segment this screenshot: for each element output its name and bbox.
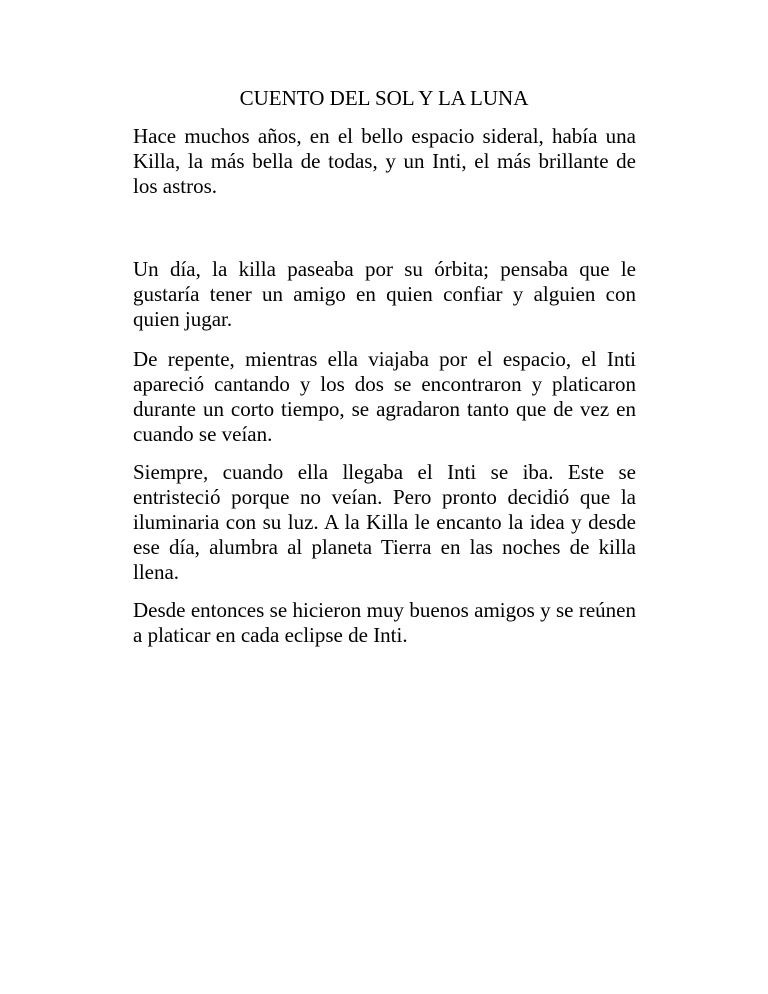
paragraph-4: Siempre, cuando ella llegaba el Inti se iba. Este se entristeció porque no veían. Pero pronto decidió que la iluminaria con su luz. A la Killa le encanto la idea y desde ese día, alumbra al planeta Tierra en las noches de killa llena.	[133, 460, 636, 584]
paragraph-1: Hace muchos años, en el bello espacio sideral, había una Killa, la más bella de todas, y un Inti, el más brillante de los astros.	[133, 124, 636, 198]
paragraph-2: Un día, la killa paseaba por su órbita; pensaba que le gustaría tener un amigo en quien confiar y alguien con quien jugar.	[133, 257, 636, 331]
paragraph-3: De repente, mientras ella viajaba por el espacio, el Inti apareció cantando y los dos se encontraron y platicaron durante un corto tiempo, se agradaron tanto que de vez en cuando se veían.	[133, 347, 636, 446]
paragraph-5: Desde entonces se hicieron muy buenos amigos y se reúnen a platicar en cada eclipse de Inti.	[133, 598, 636, 647]
document-title: CUENTO DEL SOL Y LA LUNA	[239, 86, 529, 110]
